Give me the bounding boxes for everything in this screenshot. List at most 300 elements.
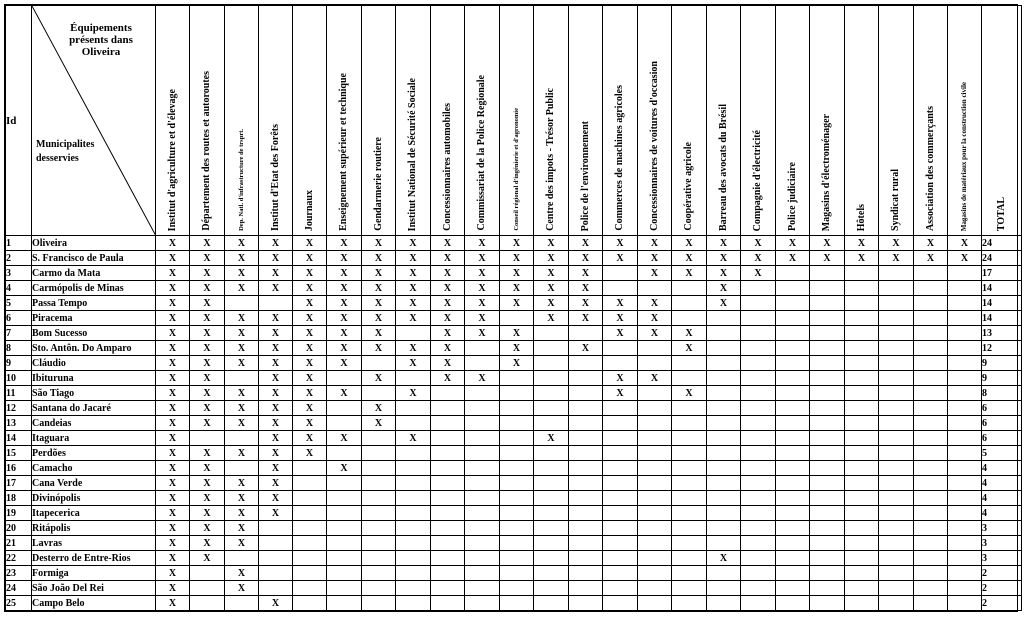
- presence-mark: X: [478, 282, 486, 294]
- equipment-header: [948, 6, 982, 236]
- presence-cell: [225, 401, 259, 416]
- presence-cell: [156, 581, 190, 596]
- presence-cell: [156, 386, 190, 401]
- presence-mark: X: [340, 342, 348, 354]
- presence-mark: X: [305, 402, 314, 414]
- presence-cell: [914, 506, 948, 521]
- presence-mark: X: [203, 507, 211, 519]
- row-total: 3: [982, 536, 1022, 551]
- id-column-header: Id: [6, 6, 32, 236]
- presence-cell: [190, 521, 225, 536]
- presence-cell: [810, 431, 845, 446]
- presence-cell: [225, 551, 259, 566]
- municipality-name: São João Del Rei: [32, 581, 156, 596]
- presence-mark: X: [719, 252, 728, 264]
- presence-cell: [741, 326, 776, 341]
- presence-cell: [603, 236, 638, 251]
- presence-mark: X: [581, 237, 590, 249]
- municipality-name: Ibituruna: [32, 371, 156, 386]
- presence-cell: [672, 581, 707, 596]
- presence-cell: [327, 491, 362, 506]
- equipment-label: Institut d'Etat des Forêts: [269, 124, 281, 231]
- presence-cell: [465, 371, 500, 386]
- presence-cell: [534, 386, 569, 401]
- municipality-name: Carmópolis de Minas: [32, 281, 156, 296]
- table-row: [6, 371, 1022, 386]
- presence-mark: X: [168, 552, 177, 564]
- presence-cell: [879, 506, 914, 521]
- presence-cell: [225, 446, 259, 461]
- presence-cell: [948, 371, 982, 386]
- presence-cell: [845, 581, 879, 596]
- presence-mark: X: [409, 357, 417, 369]
- presence-mark: X: [478, 297, 486, 309]
- row-id: 24: [6, 581, 32, 596]
- presence-mark: X: [271, 237, 280, 249]
- presence-mark: X: [271, 357, 280, 369]
- presence-cell: [293, 296, 327, 311]
- row-id: 18: [6, 491, 32, 506]
- presence-cell: [500, 596, 534, 611]
- presence-cell: [810, 446, 845, 461]
- presence-mark: X: [340, 267, 348, 279]
- presence-cell: [914, 401, 948, 416]
- presence-cell: [190, 401, 225, 416]
- presence-cell: [810, 266, 845, 281]
- table-row: [6, 476, 1022, 491]
- equipment-label: Commerces de machines agricoles: [614, 85, 625, 231]
- presence-cell: [156, 431, 190, 446]
- presence-cell: [948, 566, 982, 581]
- equipment-label: Département des routes et autoroutes: [201, 71, 212, 231]
- presence-cell: [845, 401, 879, 416]
- presence-mark: X: [237, 312, 246, 324]
- presence-cell: [810, 356, 845, 371]
- presence-mark: X: [340, 282, 348, 294]
- row-total: 14: [982, 311, 1022, 326]
- presence-mark: X: [685, 252, 693, 264]
- presence-cell: [465, 386, 500, 401]
- presence-cell: [465, 521, 500, 536]
- presence-mark: X: [788, 252, 797, 264]
- presence-cell: [914, 581, 948, 596]
- presence-cell: [327, 581, 362, 596]
- presence-cell: [327, 341, 362, 356]
- presence-cell: [190, 386, 225, 401]
- presence-cell: [810, 401, 845, 416]
- presence-mark: X: [719, 237, 728, 249]
- equipment-header: [225, 6, 259, 236]
- presence-cell: [741, 596, 776, 611]
- presence-mark: X: [374, 402, 383, 414]
- presence-mark: X: [203, 417, 211, 429]
- presence-cell: [396, 251, 431, 266]
- presence-cell: [707, 266, 741, 281]
- presence-cell: [914, 326, 948, 341]
- presence-cell: [776, 266, 810, 281]
- presence-cell: [396, 506, 431, 521]
- presence-cell: [810, 521, 845, 536]
- municipality-name: Lavras: [32, 536, 156, 551]
- presence-mark: X: [374, 417, 383, 429]
- presence-cell: [672, 536, 707, 551]
- municipality-name: Candeias: [32, 416, 156, 431]
- presence-cell: [707, 236, 741, 251]
- municipality-name: Itaguara: [32, 431, 156, 446]
- presence-cell: [156, 566, 190, 581]
- equipment-label: Concessionnaires automobiles: [441, 103, 453, 231]
- presence-cell: [396, 341, 431, 356]
- equipments-caption: Équipements présents dans Oliveira: [69, 22, 133, 58]
- presence-cell: [396, 281, 431, 296]
- equipment-label: Conseil régional d'ingénierie et d'agronomie: [513, 108, 520, 231]
- presence-mark: X: [168, 282, 177, 294]
- presence-mark: X: [203, 372, 211, 384]
- equipment-header: [362, 6, 396, 236]
- presence-cell: [707, 311, 741, 326]
- presence-mark: X: [478, 237, 486, 249]
- presence-cell: [672, 476, 707, 491]
- presence-cell: [465, 476, 500, 491]
- presence-mark: X: [168, 327, 177, 339]
- presence-cell: [810, 296, 845, 311]
- equipment-header: [672, 6, 707, 236]
- presence-mark: X: [271, 417, 280, 429]
- presence-cell: [776, 281, 810, 296]
- presence-cell: [431, 446, 465, 461]
- presence-mark: X: [581, 342, 590, 354]
- presence-cell: [672, 251, 707, 266]
- presence-cell: [362, 281, 396, 296]
- presence-cell: [465, 236, 500, 251]
- presence-mark: X: [823, 237, 831, 249]
- presence-cell: [845, 506, 879, 521]
- presence-mark: X: [650, 267, 659, 279]
- presence-cell: [396, 446, 431, 461]
- presence-mark: X: [203, 402, 211, 414]
- presence-cell: [327, 476, 362, 491]
- presence-cell: [672, 461, 707, 476]
- presence-cell: [810, 416, 845, 431]
- presence-cell: [603, 371, 638, 386]
- presence-mark: X: [168, 342, 177, 354]
- presence-cell: [225, 326, 259, 341]
- presence-cell: [638, 341, 672, 356]
- presence-cell: [225, 341, 259, 356]
- presence-cell: [293, 326, 327, 341]
- presence-mark: X: [478, 312, 486, 324]
- presence-mark: X: [374, 342, 383, 354]
- municipality-name: Carmo da Mata: [32, 266, 156, 281]
- presence-cell: [293, 536, 327, 551]
- row-total: 2: [982, 566, 1022, 581]
- presence-cell: [156, 596, 190, 611]
- presence-cell: [638, 416, 672, 431]
- presence-cell: [259, 356, 293, 371]
- presence-cell: [638, 251, 672, 266]
- row-total: 24: [982, 236, 1022, 251]
- presence-mark: X: [443, 237, 452, 249]
- presence-cell: [603, 341, 638, 356]
- presence-cell: [259, 461, 293, 476]
- presence-cell: [293, 281, 327, 296]
- presence-cell: [534, 371, 569, 386]
- presence-mark: X: [409, 252, 417, 264]
- presence-mark: X: [237, 447, 246, 459]
- presence-cell: [914, 386, 948, 401]
- presence-cell: [638, 461, 672, 476]
- presence-cell: [638, 491, 672, 506]
- presence-cell: [293, 401, 327, 416]
- presence-mark: X: [547, 267, 555, 279]
- presence-cell: [156, 551, 190, 566]
- presence-cell: [327, 536, 362, 551]
- presence-mark: X: [237, 357, 246, 369]
- presence-mark: X: [409, 387, 417, 399]
- row-id: 8: [6, 341, 32, 356]
- row-total: 6: [982, 401, 1022, 416]
- presence-cell: [465, 551, 500, 566]
- presence-cell: [362, 431, 396, 446]
- presence-cell: [948, 581, 982, 596]
- presence-cell: [534, 326, 569, 341]
- presence-cell: [500, 356, 534, 371]
- presence-cell: [362, 371, 396, 386]
- presence-cell: [914, 491, 948, 506]
- presence-mark: X: [719, 552, 728, 564]
- presence-cell: [638, 326, 672, 341]
- presence-cell: [672, 506, 707, 521]
- equipment-header: [396, 6, 431, 236]
- presence-mark: X: [409, 237, 417, 249]
- presence-cell: [672, 596, 707, 611]
- row-total: 6: [982, 416, 1022, 431]
- presence-mark: X: [203, 237, 211, 249]
- presence-cell: [327, 401, 362, 416]
- presence-cell: [948, 521, 982, 536]
- presence-cell: [465, 401, 500, 416]
- presence-cell: [776, 581, 810, 596]
- presence-mark: X: [237, 387, 246, 399]
- presence-cell: [190, 446, 225, 461]
- equipment-label: Police judiciaire: [786, 162, 798, 231]
- row-id: 16: [6, 461, 32, 476]
- presence-cell: [914, 536, 948, 551]
- presence-mark: X: [512, 327, 521, 339]
- presence-cell: [914, 521, 948, 536]
- presence-cell: [362, 296, 396, 311]
- presence-mark: X: [374, 282, 383, 294]
- presence-cell: [293, 506, 327, 521]
- presence-mark: X: [271, 282, 280, 294]
- presence-cell: [293, 551, 327, 566]
- presence-cell: [534, 281, 569, 296]
- presence-cell: [741, 566, 776, 581]
- presence-cell: [776, 521, 810, 536]
- presence-cell: [603, 431, 638, 446]
- presence-cell: [259, 491, 293, 506]
- presence-cell: [707, 356, 741, 371]
- presence-cell: [327, 416, 362, 431]
- municipality-name: Desterro de Entre-Rios: [32, 551, 156, 566]
- equipment-label: Association des commerçants: [924, 106, 936, 231]
- presence-cell: [914, 341, 948, 356]
- municipalities-caption: Municipalites desservies: [36, 139, 95, 164]
- municipality-name: Campo Belo: [32, 596, 156, 611]
- presence-mark: X: [340, 327, 348, 339]
- presence-mark: X: [374, 372, 383, 384]
- presence-cell: [362, 251, 396, 266]
- presence-mark: X: [168, 312, 177, 324]
- presence-cell: [396, 326, 431, 341]
- presence-cell: [845, 521, 879, 536]
- row-total: 3: [982, 551, 1022, 566]
- presence-cell: [500, 476, 534, 491]
- presence-cell: [190, 296, 225, 311]
- row-total: 4: [982, 461, 1022, 476]
- presence-mark: X: [443, 297, 452, 309]
- presence-cell: [741, 506, 776, 521]
- presence-cell: [948, 491, 982, 506]
- presence-cell: [845, 296, 879, 311]
- presence-cell: [948, 341, 982, 356]
- presence-cell: [948, 266, 982, 281]
- presence-cell: [327, 266, 362, 281]
- presence-cell: [259, 281, 293, 296]
- municipality-name: Itapecerica: [32, 506, 156, 521]
- presence-cell: [225, 536, 259, 551]
- presence-cell: [534, 461, 569, 476]
- presence-cell: [431, 356, 465, 371]
- presence-cell: [225, 371, 259, 386]
- presence-cell: [327, 521, 362, 536]
- equipment-header: [741, 6, 776, 236]
- presence-cell: [156, 311, 190, 326]
- presence-cell: [431, 566, 465, 581]
- presence-cell: [396, 401, 431, 416]
- presence-cell: [396, 416, 431, 431]
- presence-cell: [603, 476, 638, 491]
- presence-cell: [776, 356, 810, 371]
- presence-mark: X: [685, 267, 693, 279]
- presence-cell: [638, 401, 672, 416]
- presence-cell: [362, 476, 396, 491]
- presence-cell: [362, 536, 396, 551]
- presence-cell: [879, 566, 914, 581]
- presence-cell: [156, 251, 190, 266]
- presence-cell: [225, 281, 259, 296]
- presence-cell: [638, 311, 672, 326]
- presence-cell: [396, 491, 431, 506]
- presence-cell: [879, 251, 914, 266]
- presence-cell: [396, 461, 431, 476]
- presence-mark: X: [478, 327, 486, 339]
- presence-cell: [707, 431, 741, 446]
- presence-cell: [707, 521, 741, 536]
- presence-cell: [776, 401, 810, 416]
- presence-cell: [845, 236, 879, 251]
- presence-cell: [225, 356, 259, 371]
- presence-mark: X: [443, 312, 452, 324]
- presence-cell: [776, 596, 810, 611]
- presence-cell: [465, 596, 500, 611]
- presence-cell: [638, 521, 672, 536]
- presence-cell: [465, 296, 500, 311]
- presence-cell: [431, 551, 465, 566]
- table-row: [6, 461, 1022, 476]
- presence-cell: [327, 431, 362, 446]
- presence-cell: [396, 551, 431, 566]
- presence-cell: [948, 236, 982, 251]
- presence-cell: [327, 281, 362, 296]
- presence-cell: [776, 551, 810, 566]
- presence-cell: [707, 251, 741, 266]
- table-row: [6, 386, 1022, 401]
- equipment-header: [465, 6, 500, 236]
- presence-cell: [156, 296, 190, 311]
- presence-cell: [259, 506, 293, 521]
- presence-cell: [431, 266, 465, 281]
- presence-cell: [845, 281, 879, 296]
- presence-cell: [190, 461, 225, 476]
- row-id: 2: [6, 251, 32, 266]
- presence-cell: [638, 581, 672, 596]
- presence-mark: X: [374, 237, 383, 249]
- presence-mark: X: [443, 357, 452, 369]
- presence-cell: [638, 431, 672, 446]
- presence-mark: X: [305, 237, 314, 249]
- equipment-header: [810, 6, 845, 236]
- presence-cell: [431, 536, 465, 551]
- presence-cell: [845, 386, 879, 401]
- presence-mark: X: [374, 252, 383, 264]
- municipality-name: Formiga: [32, 566, 156, 581]
- presence-cell: [776, 326, 810, 341]
- presence-cell: [534, 491, 569, 506]
- municipality-name: Piracema: [32, 311, 156, 326]
- presence-cell: [845, 551, 879, 566]
- presence-mark: X: [892, 252, 900, 264]
- presence-cell: [879, 311, 914, 326]
- presence-cell: [500, 371, 534, 386]
- presence-cell: [431, 416, 465, 431]
- equipment-header: [879, 6, 914, 236]
- presence-mark: X: [203, 522, 211, 534]
- presence-cell: [776, 296, 810, 311]
- presence-cell: [534, 251, 569, 266]
- presence-cell: [741, 266, 776, 281]
- presence-cell: [500, 341, 534, 356]
- presence-mark: X: [237, 402, 246, 414]
- presence-mark: X: [305, 297, 314, 309]
- presence-cell: [569, 596, 603, 611]
- presence-mark: X: [754, 267, 762, 279]
- presence-cell: [569, 356, 603, 371]
- presence-cell: [914, 266, 948, 281]
- presence-cell: [500, 536, 534, 551]
- presence-cell: [327, 311, 362, 326]
- table-row: [6, 236, 1022, 251]
- presence-mark: X: [547, 237, 555, 249]
- equipment-label: Compagnie d'électricité: [752, 129, 763, 231]
- presence-cell: [500, 446, 534, 461]
- presence-cell: [810, 281, 845, 296]
- presence-cell: [603, 506, 638, 521]
- presence-cell: [225, 476, 259, 491]
- presence-cell: [396, 386, 431, 401]
- presence-cell: [156, 446, 190, 461]
- presence-cell: [810, 326, 845, 341]
